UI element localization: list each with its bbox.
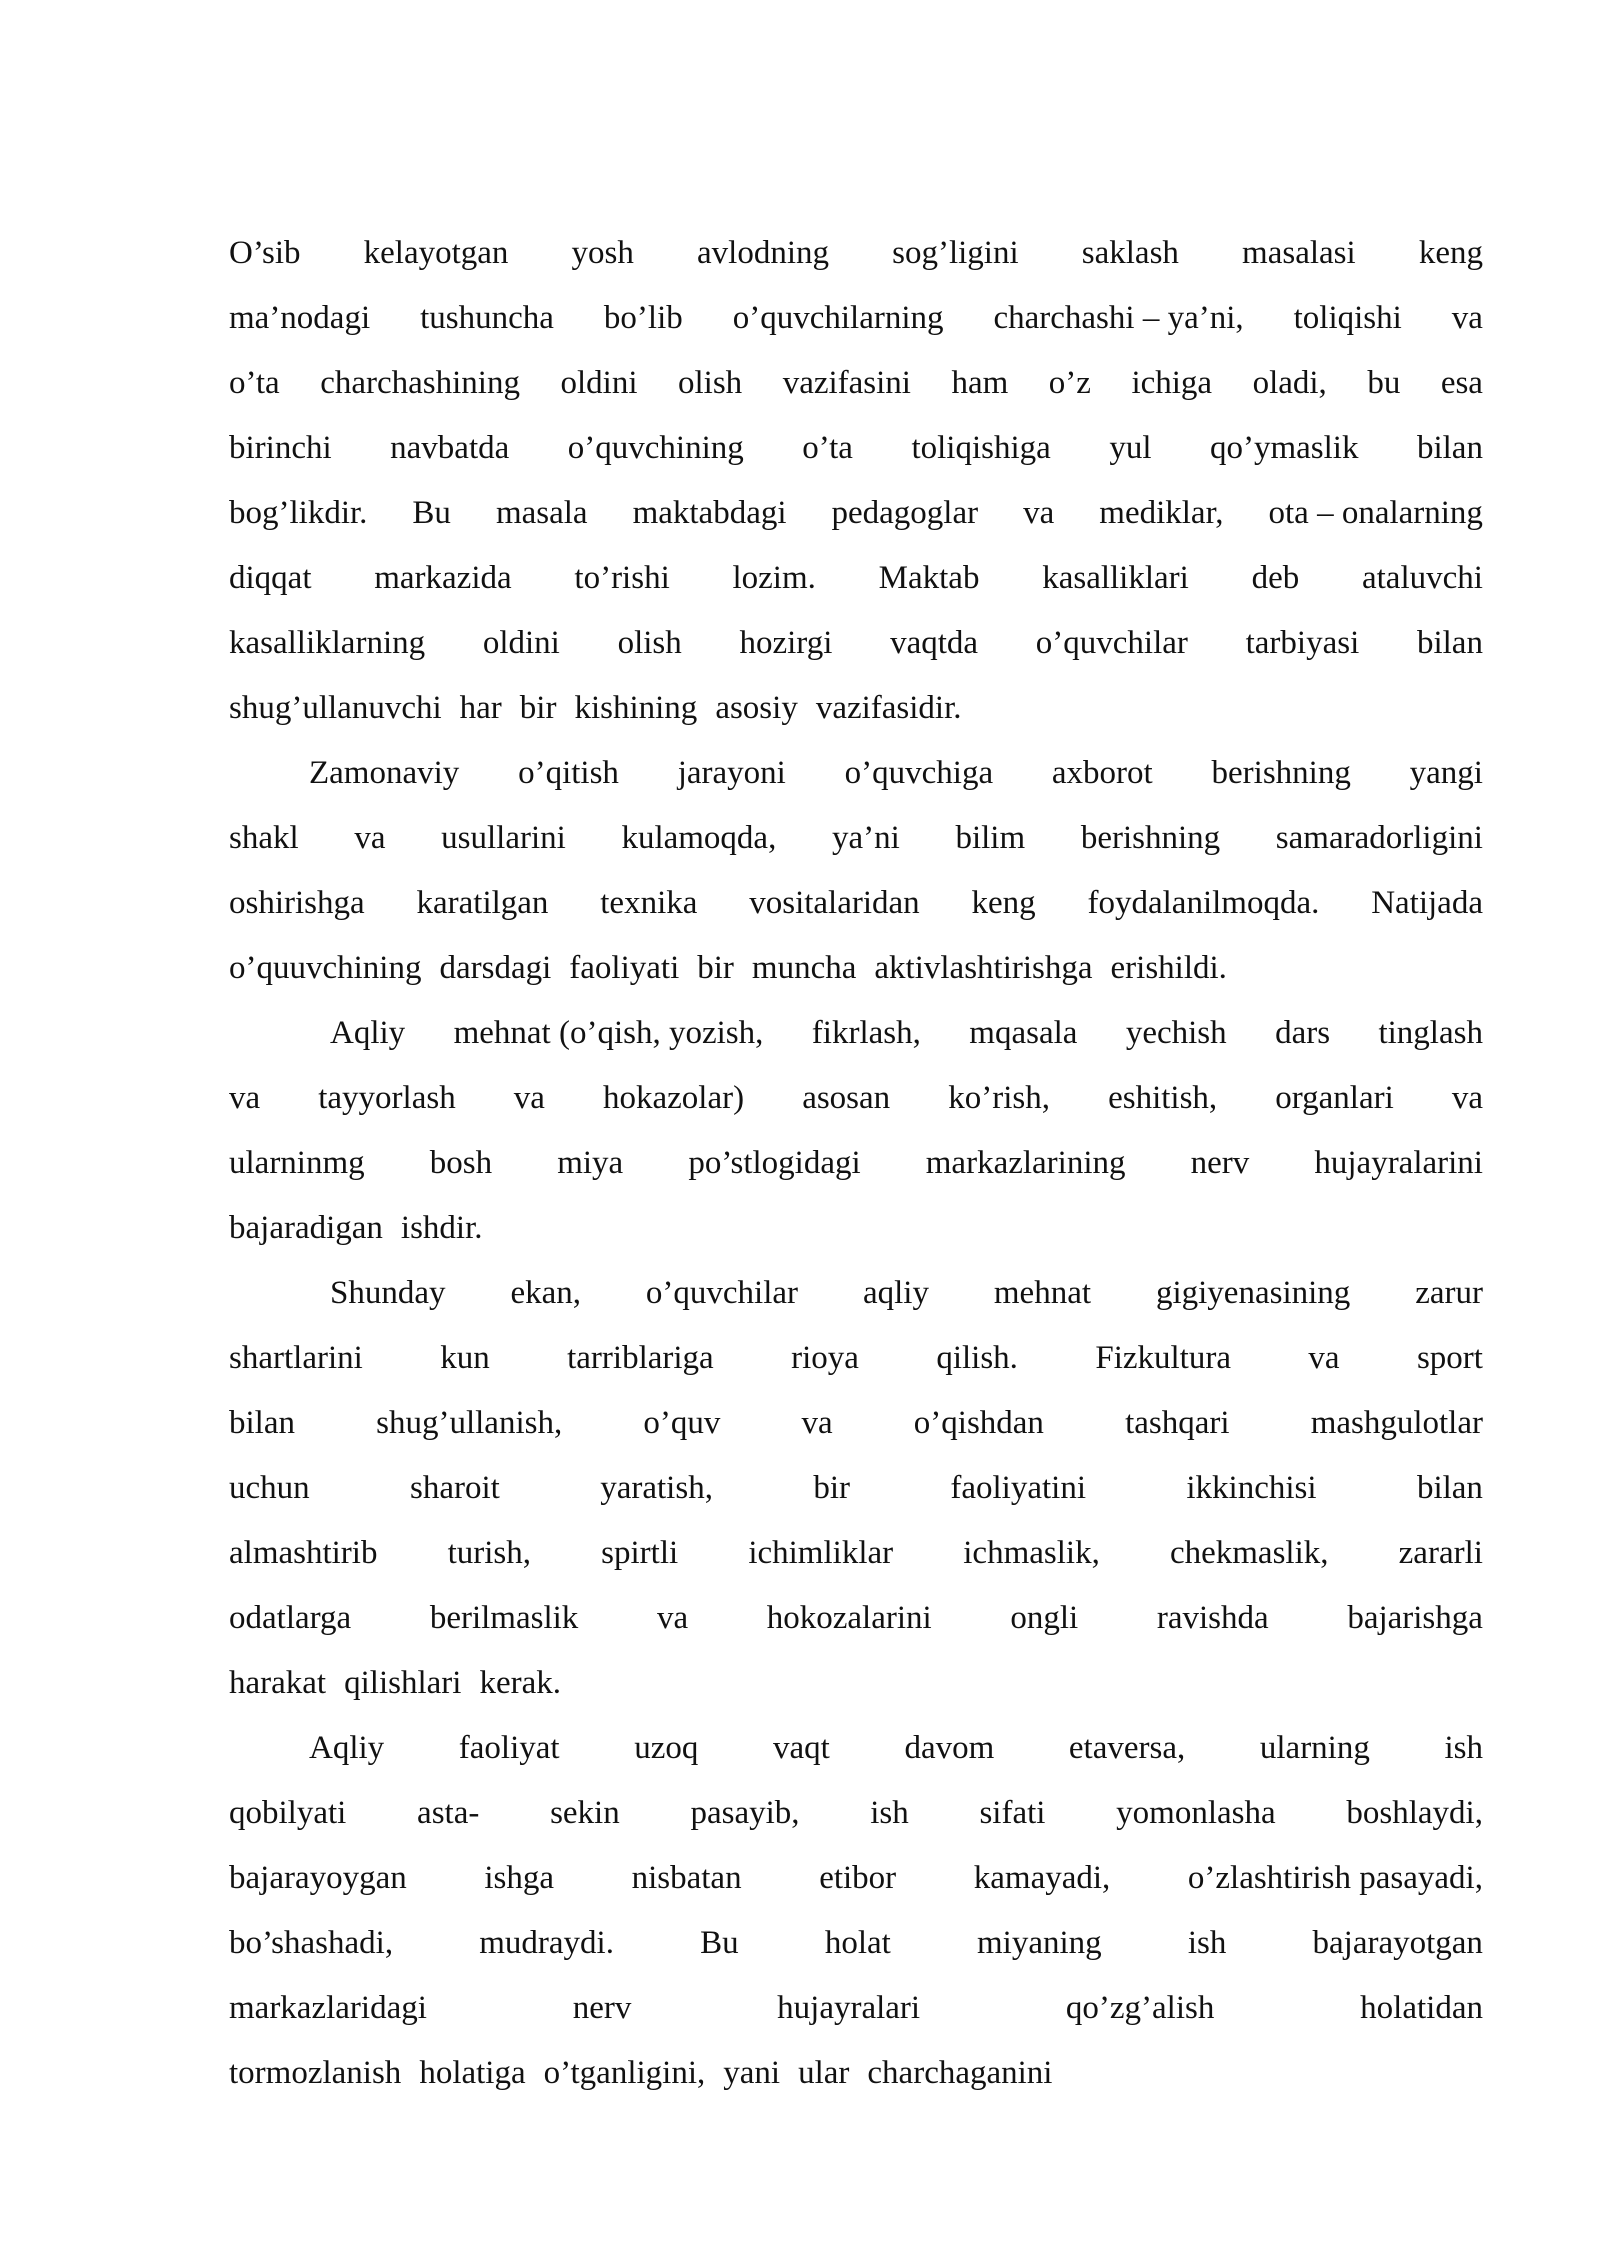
- word: usullarini: [441, 820, 566, 856]
- word: saklash: [1081, 235, 1179, 271]
- word: Shunday: [330, 1275, 446, 1311]
- word: karatilgan: [416, 885, 549, 921]
- word: hujayralarini: [1314, 1145, 1483, 1181]
- word: erishildi.: [1110, 950, 1227, 986]
- paragraph: [229, 221, 1483, 741]
- word: yechish: [1125, 1015, 1227, 1051]
- word: aktivlashtirishga: [874, 950, 1093, 986]
- word: faoliyati: [569, 950, 680, 986]
- word: ikkinchisi: [1186, 1470, 1317, 1506]
- word: va: [229, 1080, 261, 1116]
- word: Aqliy: [309, 1730, 385, 1766]
- word: olish: [617, 625, 682, 661]
- word: foydalanilmoqda.: [1087, 885, 1320, 921]
- word: charchashining: [320, 365, 520, 401]
- word: navbatda: [390, 430, 510, 466]
- text-line: [229, 1131, 1483, 1196]
- word: ichimliklar: [748, 1535, 894, 1571]
- text-line: [229, 1586, 1483, 1651]
- word: Natijada: [1371, 885, 1483, 921]
- word: asta-: [417, 1795, 480, 1831]
- text-line: [229, 1651, 1483, 1716]
- word: tarbiyasi: [1245, 625, 1360, 661]
- word: bajaradigan: [229, 1210, 383, 1246]
- word: o’qishdan: [913, 1405, 1044, 1441]
- word: nisbatan: [631, 1860, 742, 1896]
- word: ish: [1444, 1730, 1483, 1766]
- word: zarur: [1415, 1275, 1483, 1311]
- word: va: [1308, 1340, 1340, 1376]
- word: o’ta: [802, 430, 853, 466]
- word: qilish.: [936, 1340, 1018, 1376]
- word: asosan: [802, 1080, 891, 1116]
- word: pedagoglar: [831, 495, 979, 531]
- text-line: [229, 351, 1483, 416]
- word: Bu: [700, 1925, 739, 1961]
- word: almashtirib: [229, 1535, 378, 1571]
- paragraph: [229, 741, 1483, 1001]
- word: pasayib,: [690, 1795, 800, 1831]
- word: o’quvchilar: [1035, 625, 1188, 661]
- word: kasalliklarning: [229, 625, 426, 661]
- word: tormozlanish: [229, 2055, 402, 2091]
- text-line: [229, 416, 1483, 481]
- word: avlodning: [697, 235, 829, 271]
- word: faoliyatini: [950, 1470, 1087, 1506]
- word: oladi,: [1252, 365, 1327, 401]
- word: harakat: [229, 1665, 327, 1701]
- text-line: [229, 1456, 1483, 1521]
- word: texnika: [600, 885, 698, 921]
- word: maktabdagi: [632, 495, 787, 531]
- word: asosiy: [715, 690, 798, 726]
- word: darsdagi: [439, 950, 552, 986]
- word: o’quuvchining: [229, 950, 422, 986]
- word: vositalaridan: [749, 885, 920, 921]
- word: markazlaridagi: [229, 1990, 427, 2026]
- word: aqliy: [862, 1275, 929, 1311]
- word: jarayoni: [677, 755, 786, 791]
- word: ishga: [484, 1860, 555, 1896]
- word: shug’ullanish,: [376, 1405, 563, 1441]
- word: bu: [1367, 365, 1401, 401]
- word: mashgulotlar: [1310, 1405, 1483, 1441]
- word: vazifasidir.: [815, 690, 962, 726]
- word: yomonlasha: [1116, 1795, 1276, 1831]
- word: ataluvchi: [1361, 560, 1483, 596]
- word: mudraydi.: [479, 1925, 614, 1961]
- word: ya’ni: [832, 820, 900, 856]
- word: yosh: [571, 235, 634, 271]
- word: gigiyenasining: [1155, 1275, 1351, 1311]
- word: rioya: [791, 1340, 859, 1376]
- word: o’quvchiga: [844, 755, 994, 791]
- word: o’qitish: [518, 755, 619, 791]
- word: bajarayotgan: [1312, 1925, 1483, 1961]
- word: va: [513, 1080, 545, 1116]
- word: kun: [440, 1340, 490, 1376]
- word: keng: [971, 885, 1036, 921]
- document-body: [229, 221, 1483, 2106]
- word: ko’rish,: [948, 1080, 1050, 1116]
- word: vaqtda: [890, 625, 979, 661]
- text-line: [229, 1781, 1483, 1846]
- text-line: [229, 741, 1483, 806]
- text-line: [229, 1261, 1483, 1326]
- word: sog’ligini: [892, 235, 1019, 271]
- word: diqqat: [229, 560, 312, 596]
- word: sekin: [550, 1795, 620, 1831]
- text-line: [229, 611, 1483, 676]
- word: esa: [1440, 365, 1483, 401]
- word: ularninmg: [229, 1145, 365, 1181]
- word: qo’ymaslik: [1209, 430, 1359, 466]
- word: va: [354, 820, 386, 856]
- text-line: [229, 871, 1483, 936]
- word: mehnat (o’qish, yozish,: [453, 1015, 764, 1051]
- word: o’tganligini,: [543, 2055, 706, 2091]
- text-line: [229, 1196, 1483, 1261]
- word: o’quv: [643, 1405, 721, 1441]
- word: charchashi – ya’ni,: [993, 300, 1244, 336]
- text-line: [229, 806, 1483, 871]
- text-line: [229, 1521, 1483, 1586]
- word: hozirgi: [739, 625, 833, 661]
- text-line: [229, 1911, 1483, 1976]
- paragraph: [229, 1001, 1483, 1261]
- word: ish: [870, 1795, 909, 1831]
- word: uzoq: [634, 1730, 699, 1766]
- word: ichmaslik,: [963, 1535, 1100, 1571]
- word: har: [459, 690, 502, 726]
- text-line: [229, 481, 1483, 546]
- word: bilan: [1416, 1470, 1483, 1506]
- word: ota – onalarning: [1268, 495, 1483, 531]
- word: fikrlash,: [811, 1015, 921, 1051]
- word: bir: [697, 950, 734, 986]
- word: olish: [678, 365, 743, 401]
- text-line: [229, 1326, 1483, 1391]
- word: ishdir.: [400, 1210, 483, 1246]
- word: boshlaydi,: [1346, 1795, 1483, 1831]
- word: o’quvchining: [567, 430, 744, 466]
- word: oldini: [482, 625, 560, 661]
- word: organlari: [1275, 1080, 1394, 1116]
- word: muncha: [751, 950, 857, 986]
- word: markazida: [374, 560, 512, 596]
- word: tushuncha: [420, 300, 554, 336]
- word: sifati: [979, 1795, 1046, 1831]
- word: markazlarining: [925, 1145, 1126, 1181]
- word: yaratish,: [600, 1470, 713, 1506]
- word: vazifasini: [782, 365, 911, 401]
- word: ma’nodagi: [229, 300, 371, 336]
- word: bosh: [429, 1145, 493, 1181]
- word: ish: [1187, 1925, 1227, 1961]
- word: sharoit: [410, 1470, 500, 1506]
- word: holatiga: [419, 2055, 526, 2091]
- word: ongli: [1010, 1600, 1079, 1636]
- word: va: [1451, 1080, 1483, 1116]
- word: kasalliklari: [1042, 560, 1189, 596]
- word: charchaganini: [867, 2055, 1053, 2091]
- word: ham: [951, 365, 1009, 401]
- word: bajarayoygan: [229, 1860, 407, 1896]
- word: shartlarini: [229, 1340, 363, 1376]
- word: hujayralari: [777, 1990, 921, 2026]
- word: nerv: [572, 1990, 632, 2026]
- word: to’rishi: [574, 560, 670, 596]
- word: yangi: [1409, 755, 1483, 791]
- word: faoliyat: [458, 1730, 560, 1766]
- word: tinglash: [1378, 1015, 1483, 1051]
- text-line: [229, 1001, 1483, 1066]
- word: dars: [1275, 1015, 1331, 1051]
- word: berishning: [1080, 820, 1221, 856]
- paragraph: [229, 1716, 1483, 2106]
- word: bajarishga: [1347, 1600, 1483, 1636]
- word: berilmaslik: [429, 1600, 579, 1636]
- word: va: [1451, 300, 1483, 336]
- word: ularning: [1259, 1730, 1370, 1766]
- text-line: [229, 286, 1483, 351]
- word: qilishlari: [344, 1665, 462, 1701]
- word: va: [1023, 495, 1055, 531]
- word: odatlarga: [229, 1600, 352, 1636]
- word: bo’shashadi,: [229, 1925, 394, 1961]
- word: toliqishiga: [911, 430, 1051, 466]
- word: lozim.: [732, 560, 816, 596]
- word: holatidan: [1360, 1990, 1483, 2026]
- text-line: [229, 1391, 1483, 1456]
- word: ravishda: [1156, 1600, 1269, 1636]
- word: axborot: [1051, 755, 1153, 791]
- word: turish,: [447, 1535, 532, 1571]
- text-line: [229, 1066, 1483, 1131]
- word: yul: [1109, 430, 1152, 466]
- word: o’ta: [229, 365, 280, 401]
- word: birinchi: [229, 430, 332, 466]
- word: po’stlogidagi: [688, 1145, 861, 1181]
- word: tashqari: [1125, 1405, 1230, 1441]
- word: o’z: [1048, 365, 1091, 401]
- word: tayyorlash: [318, 1080, 456, 1116]
- word: bir: [813, 1470, 850, 1506]
- word: deb: [1251, 560, 1300, 596]
- word: eshitish,: [1108, 1080, 1218, 1116]
- word: miyaning: [977, 1925, 1102, 1961]
- word: mediklar,: [1099, 495, 1224, 531]
- word: keng: [1418, 235, 1483, 271]
- word: etibor: [819, 1860, 897, 1896]
- word: vaqt: [773, 1730, 830, 1766]
- word: kamayadi,: [973, 1860, 1111, 1896]
- word: zararli: [1398, 1535, 1483, 1571]
- text-line: [229, 1716, 1483, 1781]
- text-line: [229, 1976, 1483, 2041]
- word: bog’likdir.: [229, 495, 368, 531]
- word: tarriblariga: [567, 1340, 714, 1376]
- word: hokazolar): [603, 1080, 745, 1116]
- word: bo’lib: [603, 300, 683, 336]
- word: qobilyati: [229, 1795, 347, 1831]
- text-line: [229, 546, 1483, 611]
- word: masalasi: [1242, 235, 1356, 271]
- word: va: [801, 1405, 833, 1441]
- text-line: [229, 2041, 1483, 2106]
- word: spirtli: [601, 1535, 679, 1571]
- word: samaradorligini: [1275, 820, 1483, 856]
- paragraph: [229, 1261, 1483, 1716]
- word: Aqliy: [330, 1015, 406, 1051]
- word: kerak.: [479, 1665, 561, 1701]
- word: oldini: [560, 365, 638, 401]
- word: shug’ullanuvchi: [229, 690, 442, 726]
- word: masala: [495, 495, 588, 531]
- word: ular: [798, 2055, 850, 2091]
- word: uchun: [229, 1470, 310, 1506]
- word: bilan: [229, 1405, 295, 1441]
- word: Bu: [412, 495, 451, 531]
- word: holat: [824, 1925, 891, 1961]
- word: hokozalarini: [766, 1600, 932, 1636]
- word: nerv: [1190, 1145, 1250, 1181]
- word: bilan: [1416, 625, 1483, 661]
- word: yani: [723, 2055, 781, 2091]
- word: mehnat: [993, 1275, 1092, 1311]
- word: mqasala: [969, 1015, 1078, 1051]
- word: bilan: [1416, 430, 1483, 466]
- word: Maktab: [878, 560, 980, 596]
- word: ekan,: [510, 1275, 581, 1311]
- word: davom: [904, 1730, 995, 1766]
- word: va: [656, 1600, 689, 1636]
- word: sport: [1416, 1340, 1483, 1376]
- word: bilim: [955, 820, 1026, 856]
- word: etaversa,: [1068, 1730, 1186, 1766]
- word: kishining: [574, 690, 698, 726]
- word: o’quvchilarning: [732, 300, 944, 336]
- text-line: [229, 1846, 1483, 1911]
- word: chekmaslik,: [1169, 1535, 1329, 1571]
- word: miya: [557, 1145, 624, 1181]
- word: qo’zg’alish: [1065, 1990, 1215, 2026]
- text-line: [229, 936, 1483, 1001]
- word: o’quvchilar: [645, 1275, 799, 1311]
- word: bir: [519, 690, 557, 726]
- word: kelayotgan: [363, 235, 509, 271]
- word: o’zlashtirish pasayadi,: [1187, 1860, 1483, 1896]
- word: kulamoqda,: [621, 820, 777, 856]
- text-line: [229, 221, 1483, 286]
- word: toliqishi: [1293, 300, 1402, 336]
- word: oshirishga: [229, 885, 365, 921]
- word: Zamonaviy: [309, 755, 460, 791]
- word: berishning: [1211, 755, 1351, 791]
- word: O’sib: [229, 235, 301, 271]
- word: Fizkultura: [1095, 1340, 1231, 1376]
- word: ichiga: [1131, 365, 1213, 401]
- text-line: [229, 676, 1483, 741]
- word: shakl: [229, 820, 299, 856]
